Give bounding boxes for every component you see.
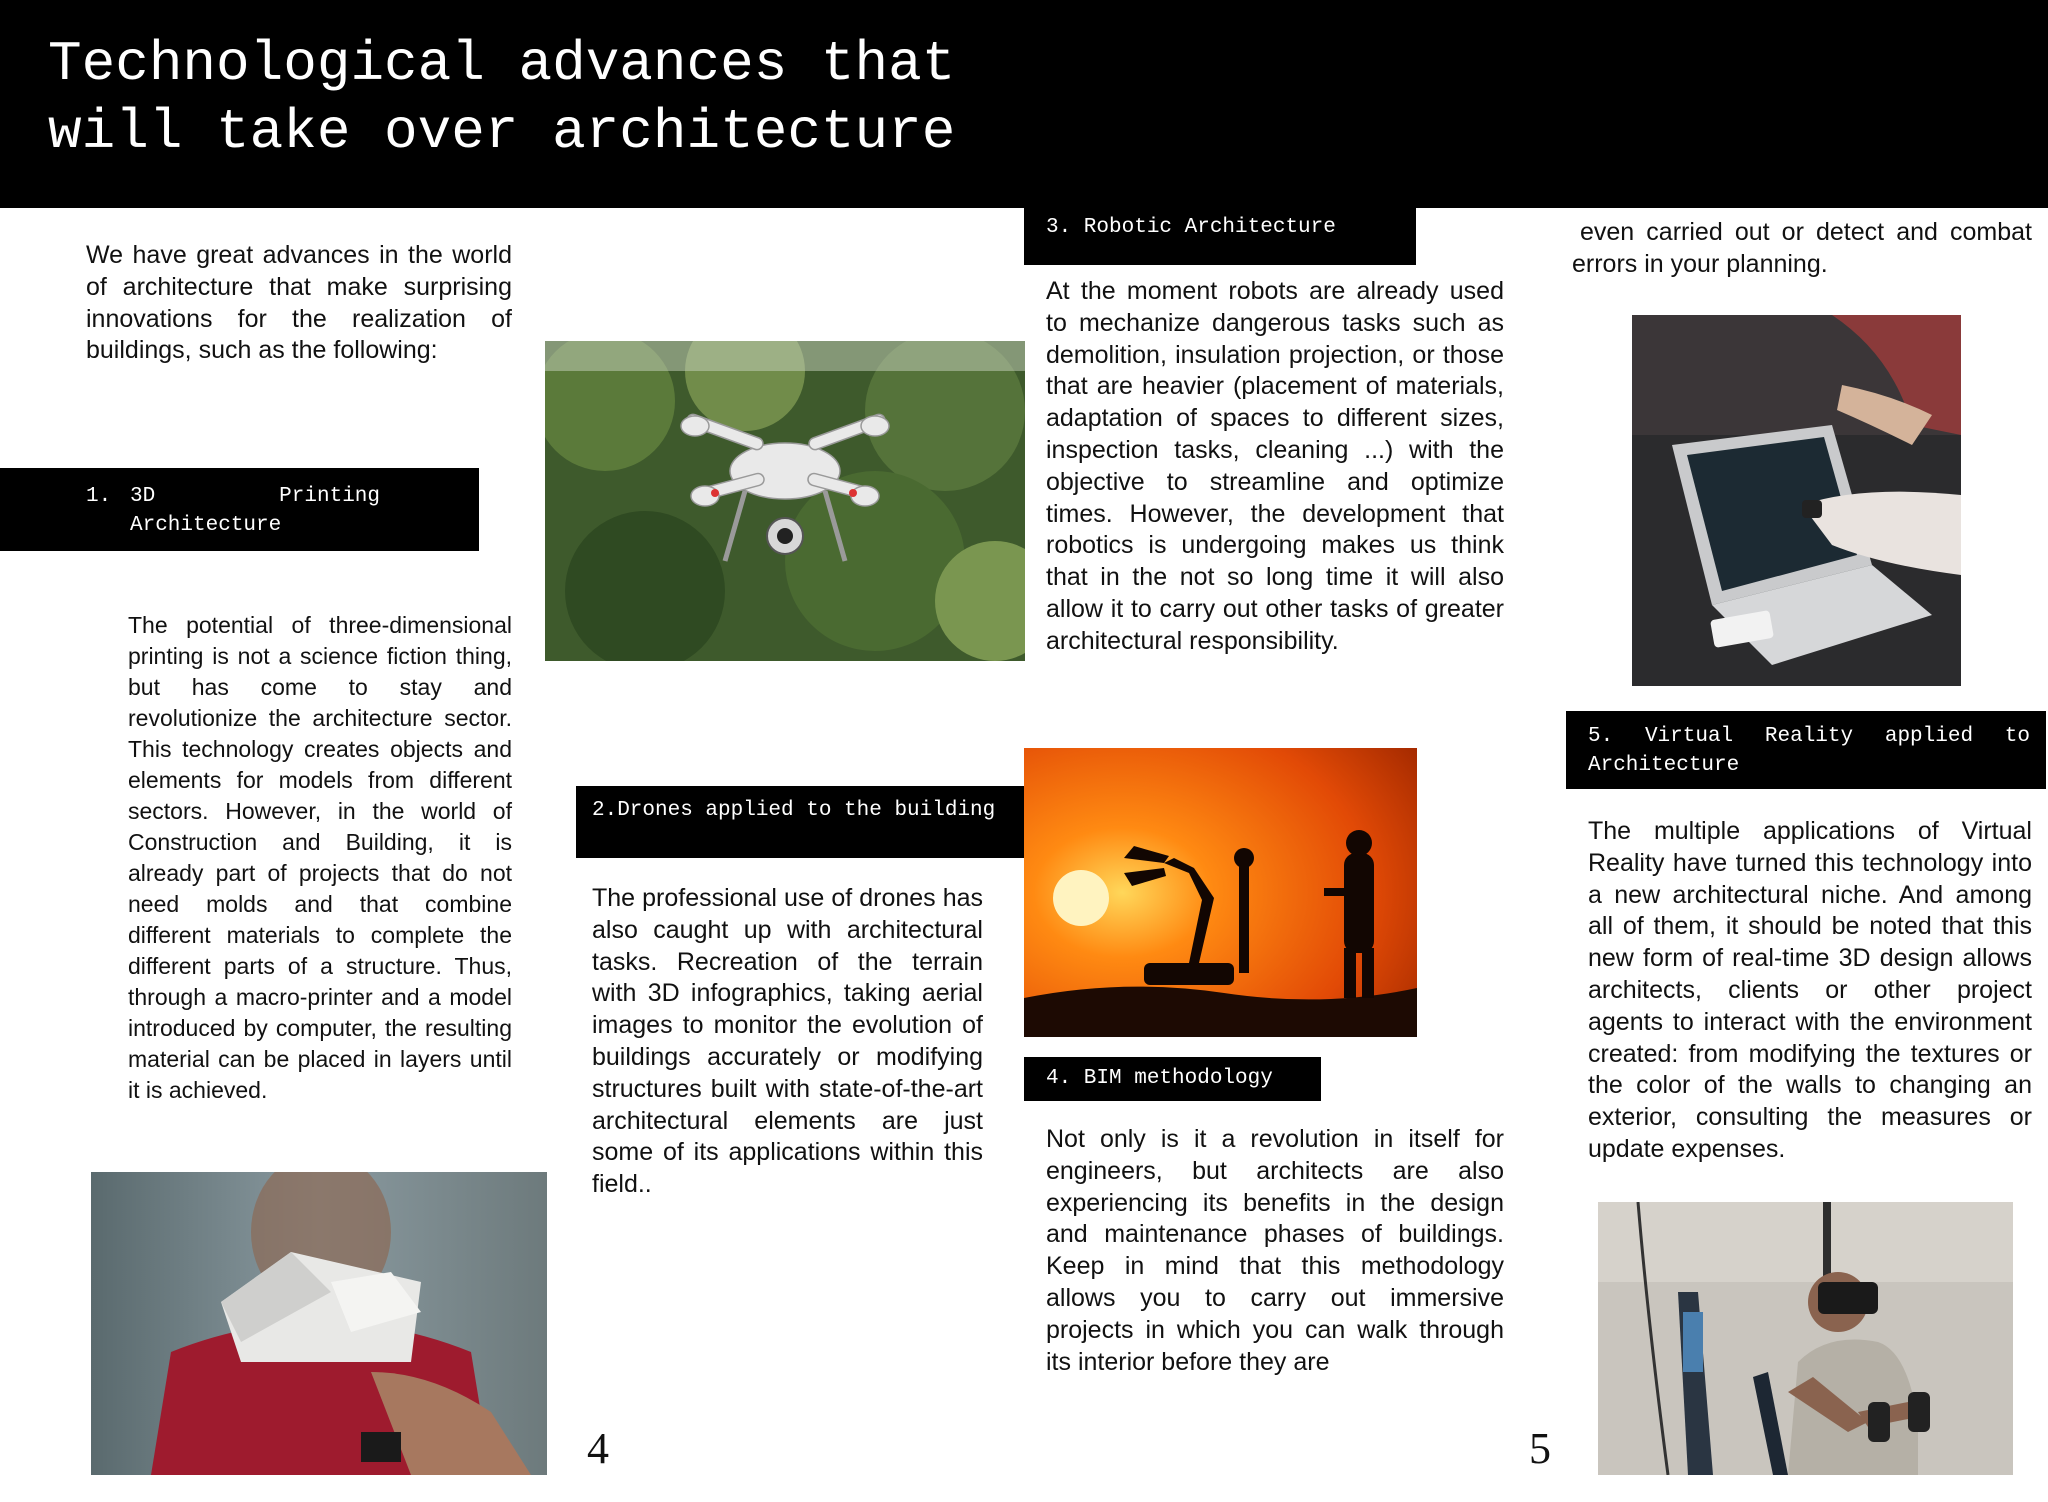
section-2-body: The professional use of drones has also caught up with architectural tasks. Recreation of the terrain with 3D infographics, taking aerial images to monitor the evolution of buildings accurately or modifying structures built with state-of-the-art architectural elements are just some of its applications within this field.. [592, 884, 983, 1199]
section-1-heading [0, 468, 479, 551]
page-number-left: 4 [587, 1424, 609, 1473]
section-1-body: The potential of three-dimensional printing is not a science fiction thing, but has come to stay and revolutionize the architecture sector. This technology creates objects and elements for models from different sectors. However, in the world of Construction and Building, it is already part of projects that do not need molds and that combine different materials to complete the different parts of a structure. Thus, through a macro-printer and a model introduced by computer, the resulting material can be placed in layers until it is achieved. [128, 612, 512, 1103]
section-5-heading [1566, 711, 2046, 789]
vr-photo [1598, 1202, 2013, 1475]
robot-sunset-photo [1024, 748, 1417, 1037]
section-3-title: 3. Robotic Architecture [1046, 216, 1336, 239]
section-4-heading [1024, 1057, 1321, 1101]
section-4-body: Not only is it a revolution in itself for engineers, but architects are also experiencing its benefits in the design and maintenance phases of buildings. Keep in mind that this methodology allows you to carry out immersive projects in which you can walk through its interior before they are [1046, 1125, 1504, 1376]
section-1-number: 1. [86, 485, 112, 508]
section-5-title: 5. Virtual Reality applied to Architecture [1588, 725, 2030, 777]
section-1-title: 3D Printing Architecture [130, 485, 380, 537]
model-hand-photo [91, 1172, 547, 1475]
section-4-title: 4. BIM methodology [1046, 1067, 1273, 1090]
page-number-right: 5 [1529, 1424, 1551, 1473]
intro-paragraph: We have great advances in the world of architecture that make surprising innovations for the realization of buildings, such as the following: [86, 241, 512, 365]
section-3-heading [1024, 208, 1416, 265]
section-3-body: At the moment robots are already used to mechanize dangerous tasks such as demolition, insulation projection, or those that are heavier (placement of materials, adaptation of spaces to different sizes, inspection tasks, cleaning ...) with the objective to streamline and optimize times. However, the development that robotics is undergoing makes us think that in the not so long time it will also allow it to carry out other tasks of greater architectural responsibility. [1046, 277, 1504, 655]
section-5-body: The multiple applications of Virtual Reality have turned this technology into a new architectural niche. And among all of them, it should be noted that this new form of real-time 3D design allows architects, clients or other project agents to interact with the environment created: from modifying the textures or the color of the walls to changing an exterior, consulting the measures or update expenses. [1588, 817, 2032, 1163]
section-2-heading [576, 786, 1024, 858]
section-2-title: 2.Drones applied to the building [592, 799, 996, 822]
page-title: Technological advances that will take over architecture [48, 32, 956, 164]
laptop-photo [1632, 315, 1961, 686]
section-4-continuation: even carried out or detect and combat errors in your planning. [1572, 218, 2032, 278]
drone-photo [545, 341, 1025, 661]
